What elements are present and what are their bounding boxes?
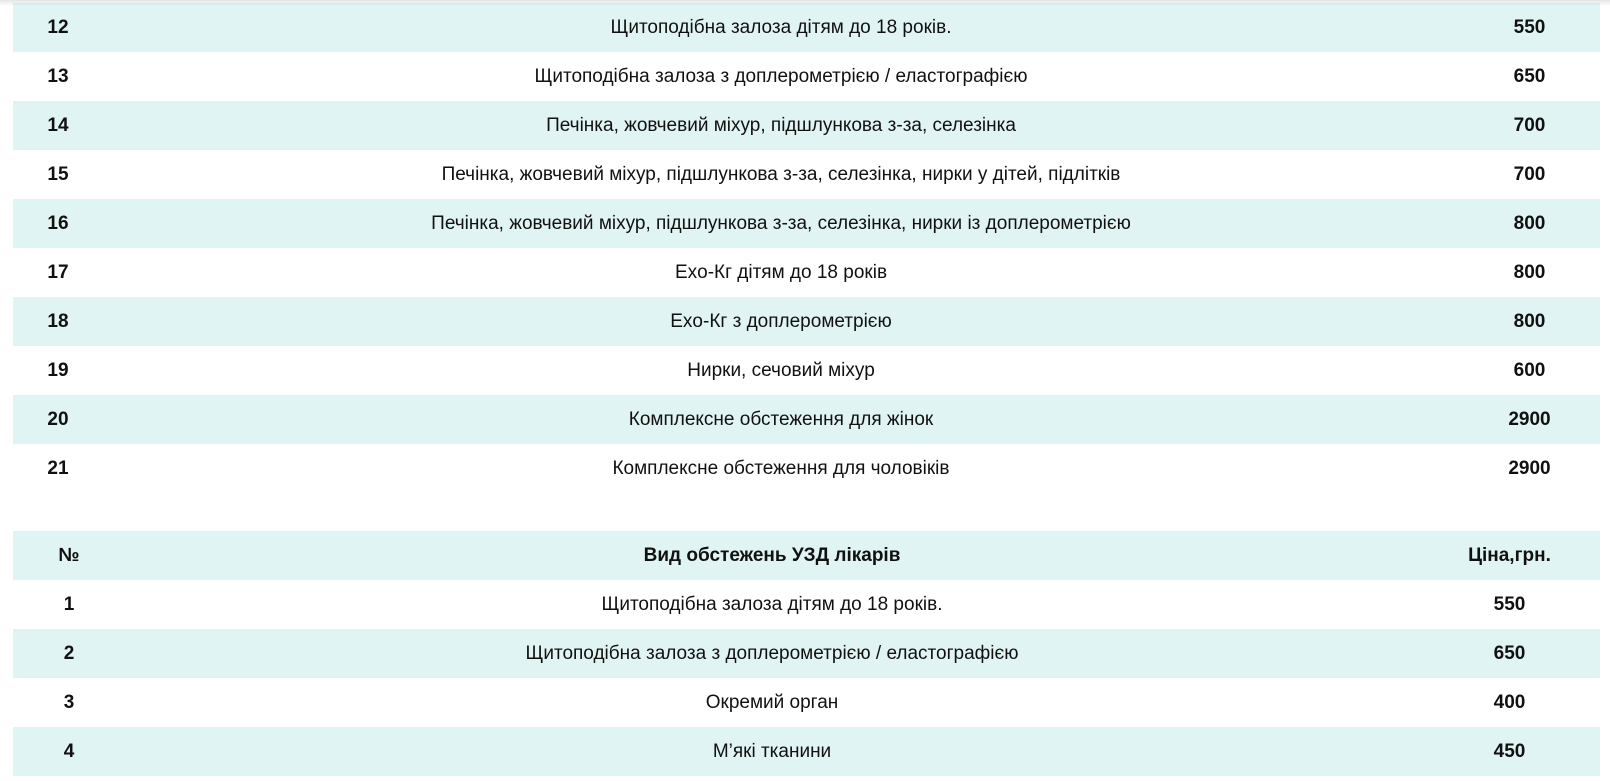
service-price: 2900 (1459, 395, 1600, 444)
row-number: 2 (13, 629, 125, 678)
table-row (13, 727, 1600, 776)
service-price: 800 (1459, 248, 1600, 297)
row-number: 17 (13, 248, 103, 297)
price-table-ultrasound-continued (13, 3, 1600, 493)
table-row (13, 150, 1600, 199)
table-row (13, 3, 1600, 52)
service-price: 600 (1459, 346, 1600, 395)
row-number: 3 (13, 678, 125, 727)
table-row (13, 248, 1600, 297)
table-row (13, 395, 1600, 444)
service-price: 650 (1459, 52, 1600, 101)
table-row (13, 678, 1600, 727)
service-name: Печінка, жовчевий міхур, підшлункова з-за, селезінка, нирки із доплерометрією (103, 199, 1459, 248)
row-number: 19 (13, 346, 103, 395)
service-name: Щитоподібна залоза дітям до 18 років. (125, 580, 1419, 629)
service-price: 550 (1419, 580, 1600, 629)
row-number: 12 (13, 3, 103, 52)
service-name: Комплексне обстеження для жінок (103, 395, 1459, 444)
table-row (13, 346, 1600, 395)
table-row (13, 297, 1600, 346)
service-price: 700 (1459, 101, 1600, 150)
service-name: Нирки, сечовий міхур (103, 346, 1459, 395)
service-price: 550 (1459, 3, 1600, 52)
row-number: 20 (13, 395, 103, 444)
service-price: 700 (1459, 150, 1600, 199)
service-name: Щитоподібна залоза дітям до 18 років. (103, 3, 1459, 52)
table-row (13, 580, 1600, 629)
header-number: № (13, 531, 125, 580)
table-header-row (13, 531, 1600, 580)
service-price: 800 (1459, 199, 1600, 248)
row-number: 18 (13, 297, 103, 346)
header-price: Ціна,грн. (1419, 531, 1600, 580)
table-row (13, 444, 1600, 493)
price-table-doctor-ultrasound (13, 531, 1600, 776)
service-price: 450 (1419, 727, 1600, 776)
row-number: 14 (13, 101, 103, 150)
row-number: 4 (13, 727, 125, 776)
service-name: Щитоподібна залоза з доплерометрією / еластографією (103, 52, 1459, 101)
row-number: 13 (13, 52, 103, 101)
table-row (13, 101, 1600, 150)
service-name: М’які тканини (125, 727, 1419, 776)
header-service-type: Вид обстежень УЗД лікарів (125, 531, 1419, 580)
service-price: 800 (1459, 297, 1600, 346)
service-name: Exo-Кг з доплерометрією (103, 297, 1459, 346)
service-price: 400 (1419, 678, 1600, 727)
row-number: 21 (13, 444, 103, 493)
table-row (13, 199, 1600, 248)
service-name: Печінка, жовчевий міхур, підшлункова з-за, селезінка, нирки у дітей, підлітків (103, 150, 1459, 199)
table-row (13, 52, 1600, 101)
row-number: 16 (13, 199, 103, 248)
row-number: 1 (13, 580, 125, 629)
service-name: Печінка, жовчевий міхур, підшлункова з-за, селезінка (103, 101, 1459, 150)
service-name: Щитоподібна залоза з доплерометрією / еластографією (125, 629, 1419, 678)
service-name: Окремий орган (125, 678, 1419, 727)
row-number: 15 (13, 150, 103, 199)
service-price: 2900 (1459, 444, 1600, 493)
service-name: Exo-Кг дітям до 18 років (103, 248, 1459, 297)
table-row (13, 629, 1600, 678)
service-name: Комплексне обстеження для чоловіків (103, 444, 1459, 493)
service-price: 650 (1419, 629, 1600, 678)
